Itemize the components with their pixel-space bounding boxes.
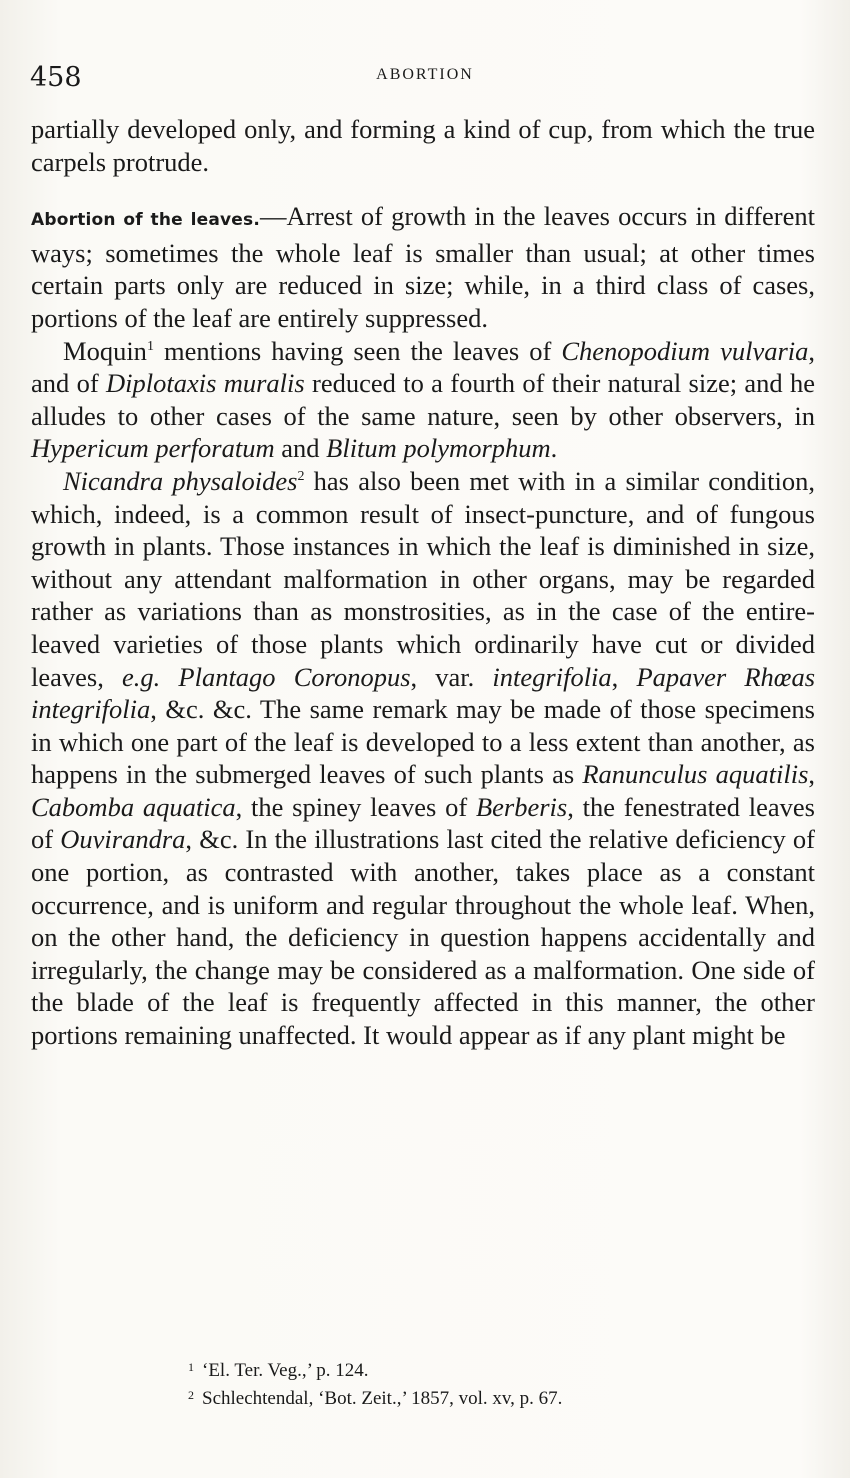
- section-heading: Abortion of the leaves.: [31, 210, 260, 231]
- footnote-ref-1: 1: [146, 338, 154, 354]
- species-name: Cabomba aquatica: [31, 791, 236, 822]
- species-name: Blitum polymorphum: [326, 433, 551, 464]
- text-run: , var.: [410, 661, 493, 692]
- text-run: , the fenestrated leaves of: [31, 791, 815, 855]
- footnote-text: Schlechtendal, ‘Bot. Zeit.,’ 1857, vol. xv, p. 67.: [202, 1388, 563, 1409]
- opening-paragraph: partially developed only, and forming a kind of cup, from which the true carpels protrude.: [31, 114, 815, 177]
- text-run: , &c. In the illustrations last cited the relative deficiency of one portion, as contrasted with another, takes place as a constant occurrence, and is uniform and regular throughout the whole leaf. When, on the other hand, the deficiency in question happens accidentally and irregularly, the change may be considered as a malformation. One side of the blade of the leaf is frequently affected in this manner, the other portions remaining unaffected. It would appear as if any plant might be: [31, 824, 815, 1051]
- section-text: —Arrest of growth in the leaves occurs in different ways; sometimes the whole leaf is smaller than usual; at other times certain parts only are reduced in size; while, in a third class of cases, portions of the leaf are entirely suppressed.: [31, 201, 815, 333]
- species-name: Nicandra physaloides: [63, 465, 298, 496]
- text-run: [160, 662, 178, 692]
- text-run: mentions having seen the leaves of: [153, 335, 562, 366]
- species-name: Diplotaxis muralis: [105, 368, 305, 399]
- footnote: [188, 1355, 808, 1383]
- text-run: , &c. &c. The same remark may be made of those specimens in which one part of the leaf is developed to a less extent than another, as happens in the submerged leaves of such plants as: [31, 694, 815, 790]
- nicandra-paragraph: [31, 465, 815, 1052]
- text-run: reduced to a fourth of their natural size; and he alludes to other cases of the same nature, seen by other observers, in: [31, 368, 815, 431]
- species-name: Berberis: [475, 791, 568, 822]
- species-name: Hypericum perforatum: [31, 433, 275, 464]
- footnote-ref-2: 2: [297, 468, 305, 484]
- species-name: integrifolia: [492, 661, 612, 692]
- footnote-mark: 1: [188, 1360, 194, 1374]
- text-run: ,: [611, 661, 637, 692]
- footnote-mark: 2: [188, 1388, 194, 1402]
- species-name: Ouvirandra: [60, 824, 186, 855]
- text-run: and: [274, 433, 327, 464]
- text-run: .: [550, 433, 558, 464]
- text-run: , and of: [31, 335, 816, 399]
- footnote: [188, 1383, 808, 1411]
- text-run: ,: [808, 759, 816, 790]
- species-name: Plantago Coronopus: [178, 661, 411, 692]
- author-name: Moquin: [63, 335, 147, 366]
- footnotes: [188, 1355, 808, 1411]
- species-name: Papaver Rhœas integrifolia: [31, 661, 816, 725]
- species-name: Ranunculus aquatilis: [582, 759, 809, 790]
- running-head: [30, 62, 820, 92]
- text-run: has also been met with in a similar condition, which, indeed, is a common result of insect-puncture, and of fungous growth in plants. Those instances in which the leaf is diminished in size, without any attendant malformation in other organs, may be regarded rather as variations than as monstrosities, as in the case of the entire-leaved varieties of those plants which ordinarily have cut or divided leaves,: [31, 465, 815, 692]
- section-spacer: [31, 178, 815, 200]
- page-number: 458: [30, 62, 82, 93]
- running-title: ABORTION: [376, 66, 474, 83]
- abbreviation: e.g.: [121, 661, 161, 692]
- section-paragraph: [31, 200, 815, 334]
- body-text: [31, 113, 815, 1052]
- species-name: Chenopodium vulvaria: [561, 335, 809, 366]
- footnote-text: ‘El. Ter. Veg.,’ p. 124.: [202, 1360, 369, 1381]
- text-run: , the spiney leaves of: [235, 791, 476, 822]
- moquin-paragraph: [31, 335, 815, 465]
